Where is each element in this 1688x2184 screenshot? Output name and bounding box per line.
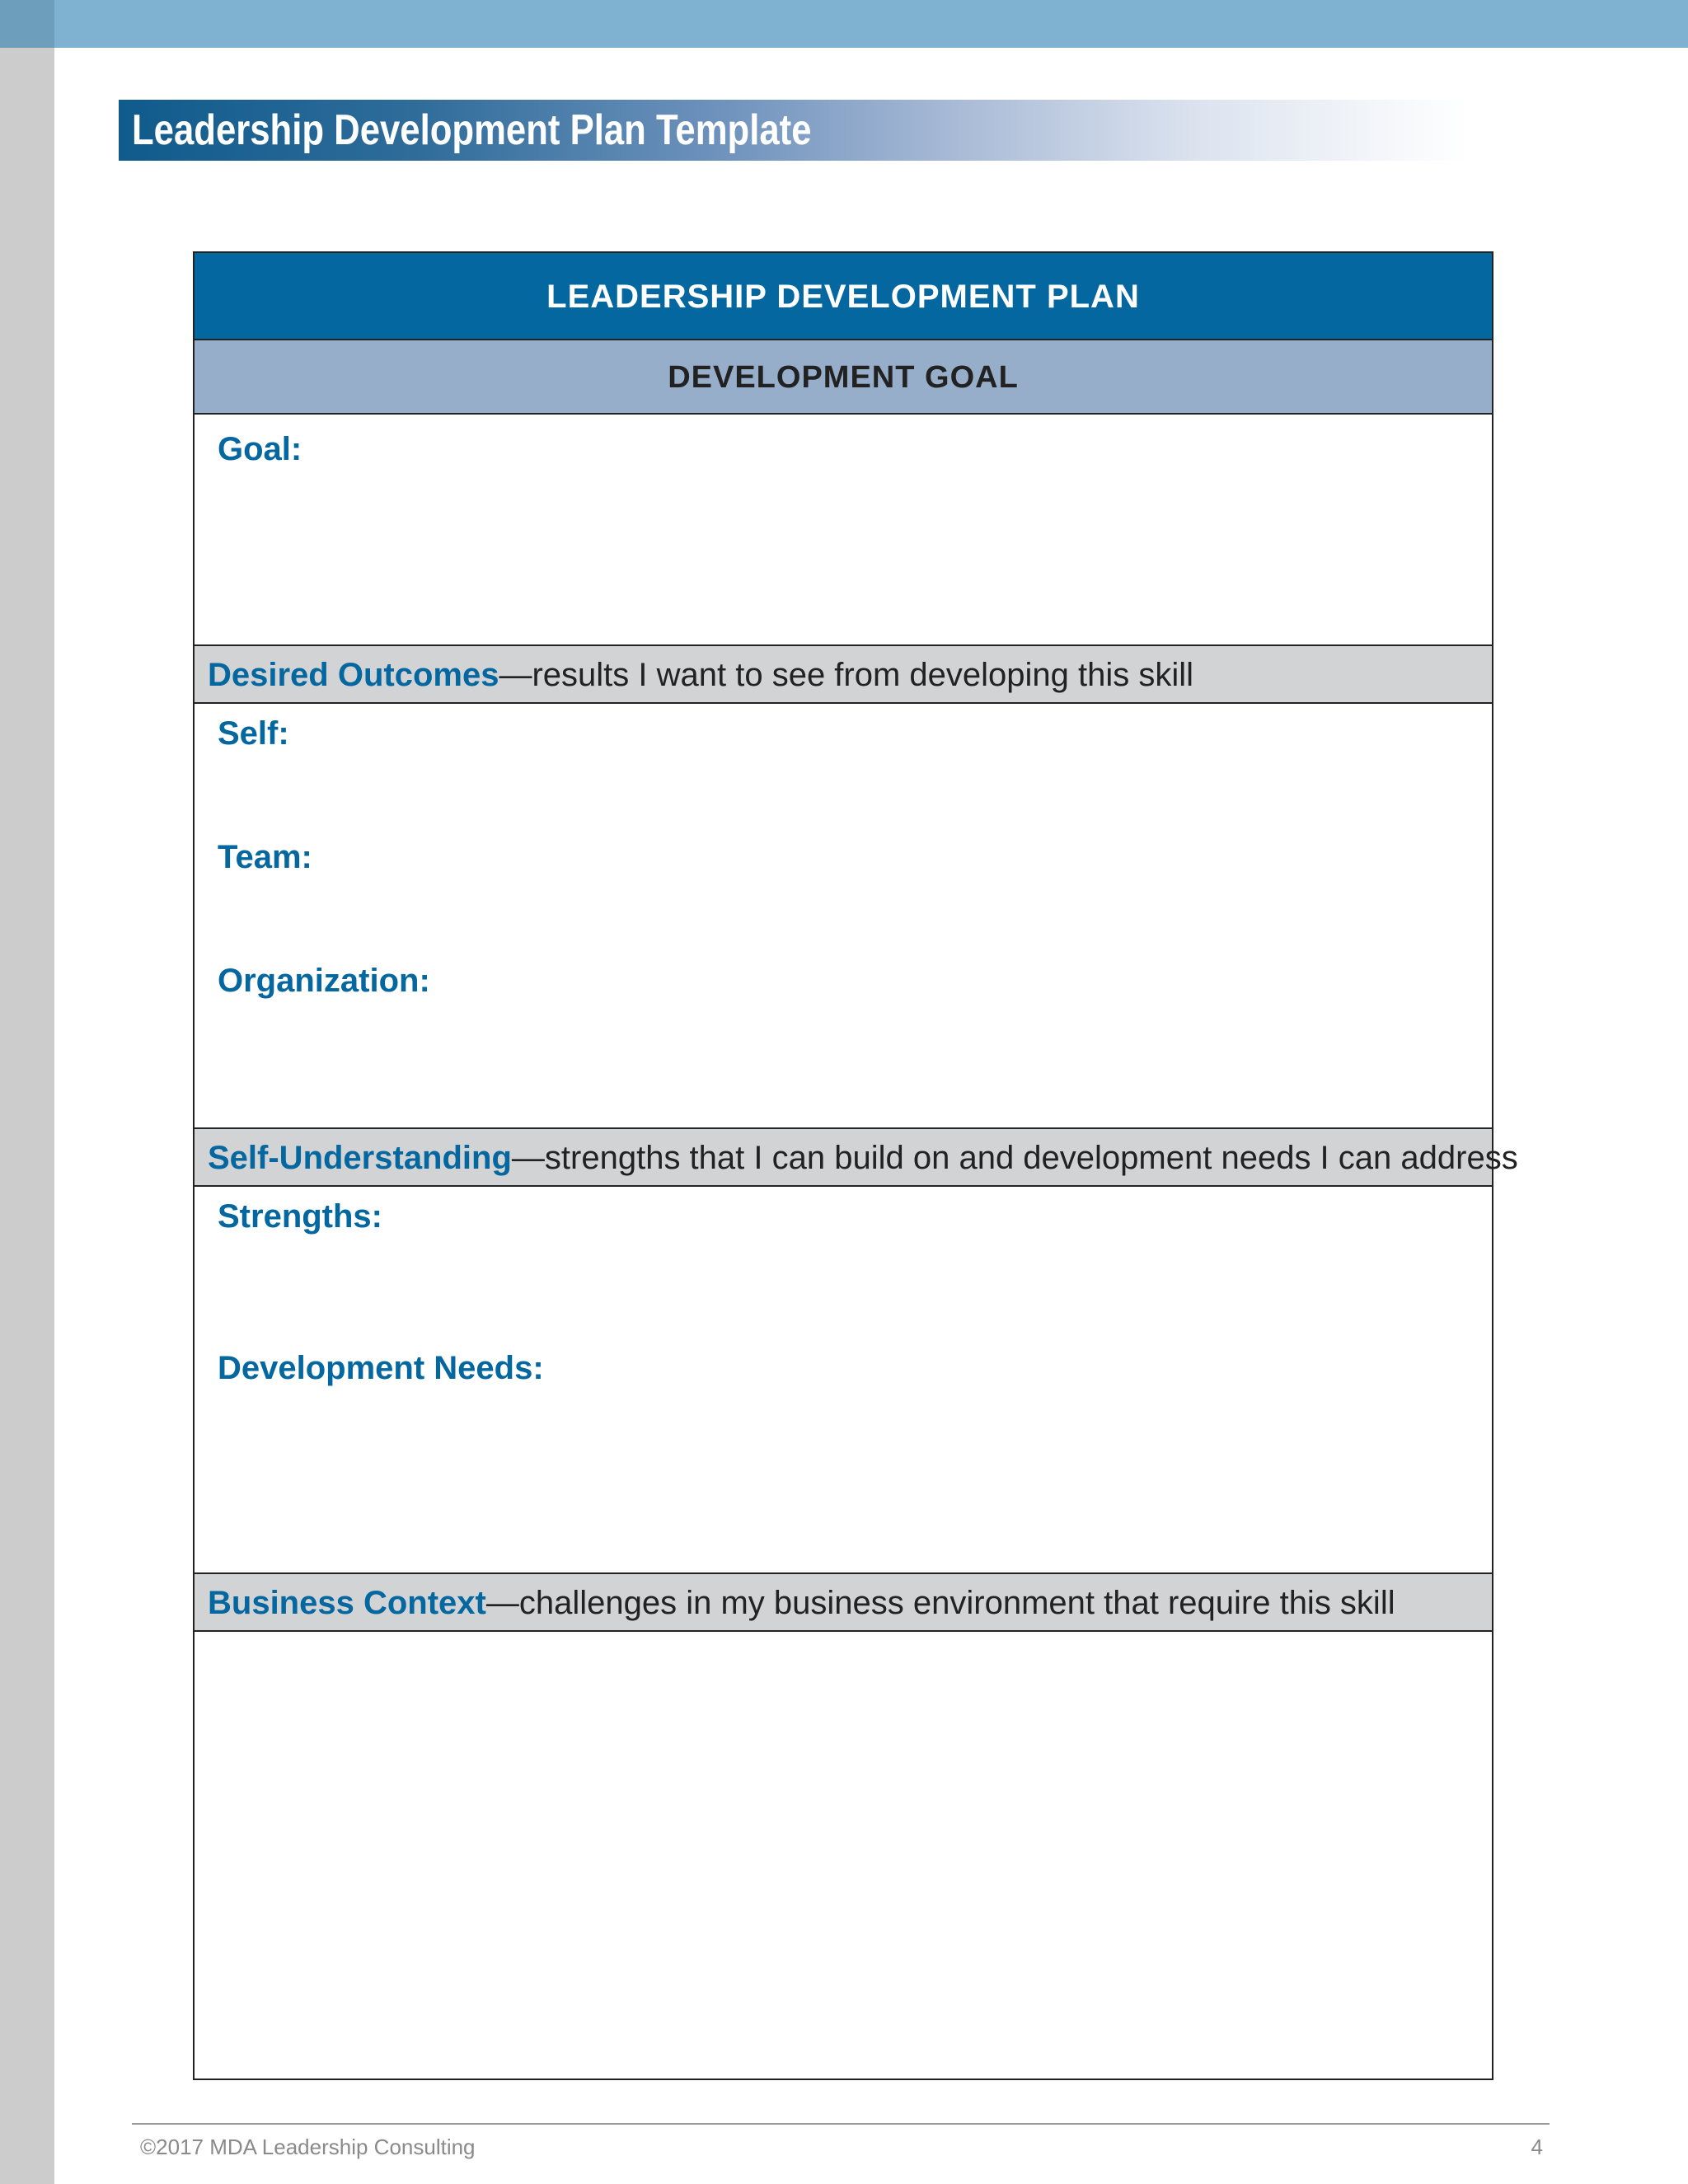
desired-outcomes-fields	[195, 704, 1492, 1126]
desired-outcomes-header	[195, 644, 1492, 704]
goal-label: Goal:	[218, 431, 302, 467]
development-plan-form	[193, 251, 1518, 2080]
page-title: Leadership Development Plan Template	[132, 106, 812, 154]
business-context-header	[195, 1572, 1492, 1632]
left-color-band	[0, 0, 54, 2184]
self-understanding-title: Self-Understanding	[208, 1140, 512, 1176]
organization-outcome-label: Organization:	[218, 963, 430, 999]
self-understanding-fields	[195, 1187, 1492, 1571]
self-understanding-header	[195, 1127, 1518, 1187]
self-outcome-label: Self:	[218, 715, 289, 752]
footer-divider	[132, 2123, 1550, 2125]
business-context-field[interactable]	[195, 1632, 1492, 2079]
desired-outcomes-title: Desired Outcomes	[208, 657, 499, 693]
top-color-band	[0, 0, 1688, 48]
business-context-description: —challenges in my business environment that require this skill	[485, 1585, 1395, 1621]
footer-copyright: ©2017 MDA Leadership Consulting	[140, 2135, 476, 2159]
business-context-title: Business Context	[208, 1585, 486, 1621]
strengths-label: Strengths:	[218, 1198, 382, 1235]
left-band-corner	[0, 0, 54, 48]
page-number: 4	[1531, 2135, 1543, 2159]
plan-header: LEADERSHIP DEVELOPMENT PLAN	[195, 253, 1492, 340]
development-goal-header: DEVELOPMENT GOAL	[195, 340, 1492, 415]
desired-outcomes-description: —results I want to see from developing this skill	[499, 657, 1194, 693]
self-understanding-description: —strengths that I can build on and development needs I can address	[511, 1140, 1518, 1176]
team-outcome-label: Team:	[218, 839, 312, 875]
development-needs-label: Development Needs:	[218, 1350, 544, 1386]
